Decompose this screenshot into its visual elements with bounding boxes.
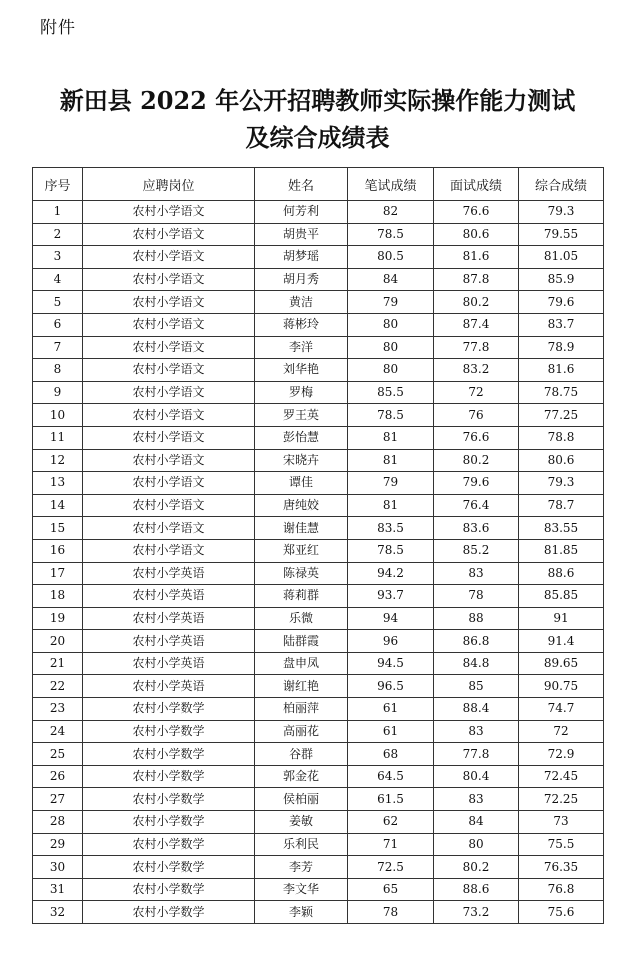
cell-name: 彭怡慧 [255, 426, 348, 449]
cell-name: 李芳 [255, 856, 348, 879]
cell-position: 农村小学数学 [83, 833, 255, 856]
table-row [33, 652, 604, 675]
cell-position: 农村小学数学 [83, 765, 255, 788]
cell-interview-score: 83 [434, 788, 519, 811]
table-row [33, 404, 604, 427]
cell-name: 黄洁 [255, 291, 348, 314]
table-row [33, 765, 604, 788]
cell-total-score: 88.6 [519, 562, 604, 585]
cell-position: 农村小学数学 [83, 743, 255, 766]
cell-index: 26 [33, 765, 83, 788]
cell-written-score: 65 [348, 878, 434, 901]
cell-written-score: 96.5 [348, 675, 434, 698]
cell-index: 29 [33, 833, 83, 856]
cell-index: 2 [33, 223, 83, 246]
cell-written-score: 80 [348, 336, 434, 359]
cell-interview-score: 76.6 [434, 426, 519, 449]
cell-name: 乐利民 [255, 833, 348, 856]
cell-interview-score: 76.4 [434, 494, 519, 517]
cell-position: 农村小学数学 [83, 788, 255, 811]
cell-name: 谷群 [255, 743, 348, 766]
cell-index: 13 [33, 472, 83, 495]
cell-position: 农村小学语文 [83, 426, 255, 449]
cell-total-score: 81.85 [519, 539, 604, 562]
column-header-name: 姓名 [255, 168, 348, 201]
cell-name: 胡贵平 [255, 223, 348, 246]
cell-index: 25 [33, 743, 83, 766]
cell-position: 农村小学数学 [83, 720, 255, 743]
cell-position: 农村小学语文 [83, 472, 255, 495]
cell-name: 罗梅 [255, 381, 348, 404]
score-table [32, 167, 604, 924]
cell-total-score: 76.35 [519, 856, 604, 879]
cell-total-score: 85.9 [519, 268, 604, 291]
cell-written-score: 80.5 [348, 246, 434, 269]
cell-interview-score: 83.6 [434, 517, 519, 540]
cell-interview-score: 80.2 [434, 856, 519, 879]
table-row [33, 246, 604, 269]
cell-index: 14 [33, 494, 83, 517]
cell-total-score: 81.05 [519, 246, 604, 269]
table-row [33, 743, 604, 766]
cell-position: 农村小学数学 [83, 901, 255, 924]
cell-written-score: 80 [348, 359, 434, 382]
cell-index: 4 [33, 268, 83, 291]
cell-interview-score: 83 [434, 562, 519, 585]
cell-written-score: 64.5 [348, 765, 434, 788]
cell-position: 农村小学语文 [83, 246, 255, 269]
cell-interview-score: 86.8 [434, 630, 519, 653]
table-row [33, 268, 604, 291]
table-row [33, 313, 604, 336]
cell-interview-score: 85.2 [434, 539, 519, 562]
cell-interview-score: 76.6 [434, 201, 519, 224]
table-row [33, 539, 604, 562]
table-row [33, 607, 604, 630]
table-row [33, 472, 604, 495]
cell-total-score: 78.9 [519, 336, 604, 359]
cell-interview-score: 80.2 [434, 291, 519, 314]
cell-written-score: 68 [348, 743, 434, 766]
cell-index: 21 [33, 652, 83, 675]
cell-total-score: 78.8 [519, 426, 604, 449]
cell-index: 18 [33, 585, 83, 608]
cell-name: 乐微 [255, 607, 348, 630]
cell-position: 农村小学语文 [83, 291, 255, 314]
cell-index: 17 [33, 562, 83, 585]
cell-interview-score: 79.6 [434, 472, 519, 495]
cell-name: 陈禄英 [255, 562, 348, 585]
cell-interview-score: 88 [434, 607, 519, 630]
cell-total-score: 79.55 [519, 223, 604, 246]
table-row [33, 291, 604, 314]
cell-written-score: 72.5 [348, 856, 434, 879]
column-header-interview-score: 面试成绩 [434, 168, 519, 201]
cell-name: 蒋彬玲 [255, 313, 348, 336]
cell-interview-score: 72 [434, 381, 519, 404]
table-row [33, 811, 604, 834]
table-body [33, 201, 604, 924]
cell-position: 农村小学语文 [83, 223, 255, 246]
cell-name: 郭金花 [255, 765, 348, 788]
cell-name: 高丽花 [255, 720, 348, 743]
cell-name: 姜敏 [255, 811, 348, 834]
cell-name: 胡梦瑶 [255, 246, 348, 269]
cell-total-score: 72.25 [519, 788, 604, 811]
cell-name: 胡月秀 [255, 268, 348, 291]
cell-index: 10 [33, 404, 83, 427]
cell-total-score: 73 [519, 811, 604, 834]
cell-written-score: 62 [348, 811, 434, 834]
cell-name: 罗王英 [255, 404, 348, 427]
cell-written-score: 71 [348, 833, 434, 856]
cell-position: 农村小学数学 [83, 856, 255, 879]
table-row [33, 788, 604, 811]
cell-name: 李洋 [255, 336, 348, 359]
cell-position: 农村小学语文 [83, 359, 255, 382]
cell-total-score: 72 [519, 720, 604, 743]
cell-written-score: 78.5 [348, 404, 434, 427]
cell-position: 农村小学语文 [83, 268, 255, 291]
table-row [33, 720, 604, 743]
cell-total-score: 91 [519, 607, 604, 630]
cell-interview-score: 76 [434, 404, 519, 427]
cell-name: 何芳利 [255, 201, 348, 224]
table-row [33, 494, 604, 517]
cell-name: 唐纯姣 [255, 494, 348, 517]
cell-written-score: 79 [348, 472, 434, 495]
cell-total-score: 75.6 [519, 901, 604, 924]
table-header-row [33, 168, 604, 201]
cell-index: 20 [33, 630, 83, 653]
page-subtitle: 及综合成绩表 [245, 123, 390, 152]
cell-index: 23 [33, 698, 83, 721]
cell-total-score: 89.65 [519, 652, 604, 675]
table-row [33, 359, 604, 382]
cell-interview-score: 78 [434, 585, 519, 608]
cell-written-score: 61.5 [348, 788, 434, 811]
cell-written-score: 93.7 [348, 585, 434, 608]
cell-name: 郑亚红 [255, 539, 348, 562]
cell-interview-score: 83 [434, 720, 519, 743]
table-row [33, 517, 604, 540]
cell-index: 7 [33, 336, 83, 359]
cell-total-score: 72.9 [519, 743, 604, 766]
attachment-label: 附件 [40, 18, 76, 38]
table-row [33, 426, 604, 449]
cell-index: 28 [33, 811, 83, 834]
table-row [33, 381, 604, 404]
cell-position: 农村小学英语 [83, 652, 255, 675]
cell-written-score: 61 [348, 698, 434, 721]
cell-index: 31 [33, 878, 83, 901]
cell-written-score: 82 [348, 201, 434, 224]
cell-position: 农村小学语文 [83, 494, 255, 517]
cell-position: 农村小学语文 [83, 336, 255, 359]
cell-interview-score: 77.8 [434, 743, 519, 766]
cell-written-score: 81 [348, 494, 434, 517]
cell-name: 谢红艳 [255, 675, 348, 698]
cell-index: 5 [33, 291, 83, 314]
cell-total-score: 80.6 [519, 449, 604, 472]
cell-written-score: 80 [348, 313, 434, 336]
cell-index: 15 [33, 517, 83, 540]
table-row [33, 223, 604, 246]
cell-position: 农村小学语文 [83, 201, 255, 224]
cell-interview-score: 83.2 [434, 359, 519, 382]
cell-position: 农村小学英语 [83, 562, 255, 585]
cell-index: 32 [33, 901, 83, 924]
cell-total-score: 74.7 [519, 698, 604, 721]
table-row [33, 833, 604, 856]
cell-total-score: 81.6 [519, 359, 604, 382]
cell-interview-score: 77.8 [434, 336, 519, 359]
cell-position: 农村小学语文 [83, 381, 255, 404]
table-row [33, 336, 604, 359]
column-header-written-score: 笔试成绩 [348, 168, 434, 201]
cell-total-score: 83.7 [519, 313, 604, 336]
cell-interview-score: 73.2 [434, 901, 519, 924]
cell-index: 12 [33, 449, 83, 472]
cell-name: 陆群霞 [255, 630, 348, 653]
cell-name: 谢佳慧 [255, 517, 348, 540]
cell-position: 农村小学语文 [83, 449, 255, 472]
cell-index: 1 [33, 201, 83, 224]
cell-interview-score: 88.6 [434, 878, 519, 901]
cell-position: 农村小学数学 [83, 811, 255, 834]
cell-written-score: 61 [348, 720, 434, 743]
cell-position: 农村小学数学 [83, 878, 255, 901]
cell-written-score: 94.5 [348, 652, 434, 675]
column-header-position: 应聘岗位 [83, 168, 255, 201]
cell-interview-score: 87.4 [434, 313, 519, 336]
cell-total-score: 77.25 [519, 404, 604, 427]
table-row [33, 856, 604, 879]
cell-index: 22 [33, 675, 83, 698]
cell-interview-score: 80.6 [434, 223, 519, 246]
cell-position: 农村小学语文 [83, 517, 255, 540]
column-header-total-score: 综合成绩 [519, 168, 604, 201]
cell-index: 24 [33, 720, 83, 743]
cell-written-score: 94 [348, 607, 434, 630]
table-row [33, 449, 604, 472]
cell-written-score: 78 [348, 901, 434, 924]
cell-total-score: 76.8 [519, 878, 604, 901]
cell-total-score: 85.85 [519, 585, 604, 608]
cell-index: 8 [33, 359, 83, 382]
cell-written-score: 85.5 [348, 381, 434, 404]
cell-index: 27 [33, 788, 83, 811]
cell-name: 盘申凤 [255, 652, 348, 675]
table-row [33, 878, 604, 901]
page-title: 新田县 2022 年公开招聘教师实际操作能力测试 [59, 86, 576, 115]
cell-name: 谭佳 [255, 472, 348, 495]
cell-index: 9 [33, 381, 83, 404]
cell-total-score: 75.5 [519, 833, 604, 856]
cell-position: 农村小学英语 [83, 630, 255, 653]
cell-name: 宋晓卉 [255, 449, 348, 472]
cell-index: 6 [33, 313, 83, 336]
table-row [33, 630, 604, 653]
table-row [33, 562, 604, 585]
cell-position: 农村小学语文 [83, 539, 255, 562]
cell-name: 李文华 [255, 878, 348, 901]
cell-name: 侯柏丽 [255, 788, 348, 811]
cell-position: 农村小学语文 [83, 404, 255, 427]
cell-position: 农村小学英语 [83, 585, 255, 608]
cell-total-score: 72.45 [519, 765, 604, 788]
cell-total-score: 83.55 [519, 517, 604, 540]
cell-written-score: 78.5 [348, 539, 434, 562]
cell-interview-score: 80.4 [434, 765, 519, 788]
cell-name: 李颖 [255, 901, 348, 924]
cell-interview-score: 80.2 [434, 449, 519, 472]
cell-total-score: 78.75 [519, 381, 604, 404]
cell-interview-score: 87.8 [434, 268, 519, 291]
cell-position: 农村小学英语 [83, 675, 255, 698]
table-row [33, 675, 604, 698]
cell-interview-score: 84.8 [434, 652, 519, 675]
cell-index: 3 [33, 246, 83, 269]
cell-name: 柏丽萍 [255, 698, 348, 721]
cell-interview-score: 85 [434, 675, 519, 698]
table-row [33, 901, 604, 924]
cell-index: 11 [33, 426, 83, 449]
cell-written-score: 81 [348, 449, 434, 472]
column-header-index: 序号 [33, 168, 83, 201]
cell-name: 蒋莉群 [255, 585, 348, 608]
cell-position: 农村小学数学 [83, 698, 255, 721]
cell-interview-score: 80 [434, 833, 519, 856]
table-row [33, 585, 604, 608]
cell-total-score: 91.4 [519, 630, 604, 653]
cell-position: 农村小学语文 [83, 313, 255, 336]
cell-interview-score: 81.6 [434, 246, 519, 269]
table-row [33, 201, 604, 224]
cell-position: 农村小学英语 [83, 607, 255, 630]
cell-interview-score: 84 [434, 811, 519, 834]
cell-index: 16 [33, 539, 83, 562]
cell-written-score: 84 [348, 268, 434, 291]
cell-total-score: 90.75 [519, 675, 604, 698]
cell-written-score: 96 [348, 630, 434, 653]
table-row [33, 698, 604, 721]
cell-name: 刘华艳 [255, 359, 348, 382]
cell-total-score: 78.7 [519, 494, 604, 517]
cell-written-score: 83.5 [348, 517, 434, 540]
cell-written-score: 79 [348, 291, 434, 314]
cell-total-score: 79.3 [519, 472, 604, 495]
cell-written-score: 81 [348, 426, 434, 449]
cell-interview-score: 88.4 [434, 698, 519, 721]
cell-index: 19 [33, 607, 83, 630]
cell-total-score: 79.3 [519, 201, 604, 224]
cell-index: 30 [33, 856, 83, 879]
cell-written-score: 94.2 [348, 562, 434, 585]
cell-total-score: 79.6 [519, 291, 604, 314]
cell-written-score: 78.5 [348, 223, 434, 246]
